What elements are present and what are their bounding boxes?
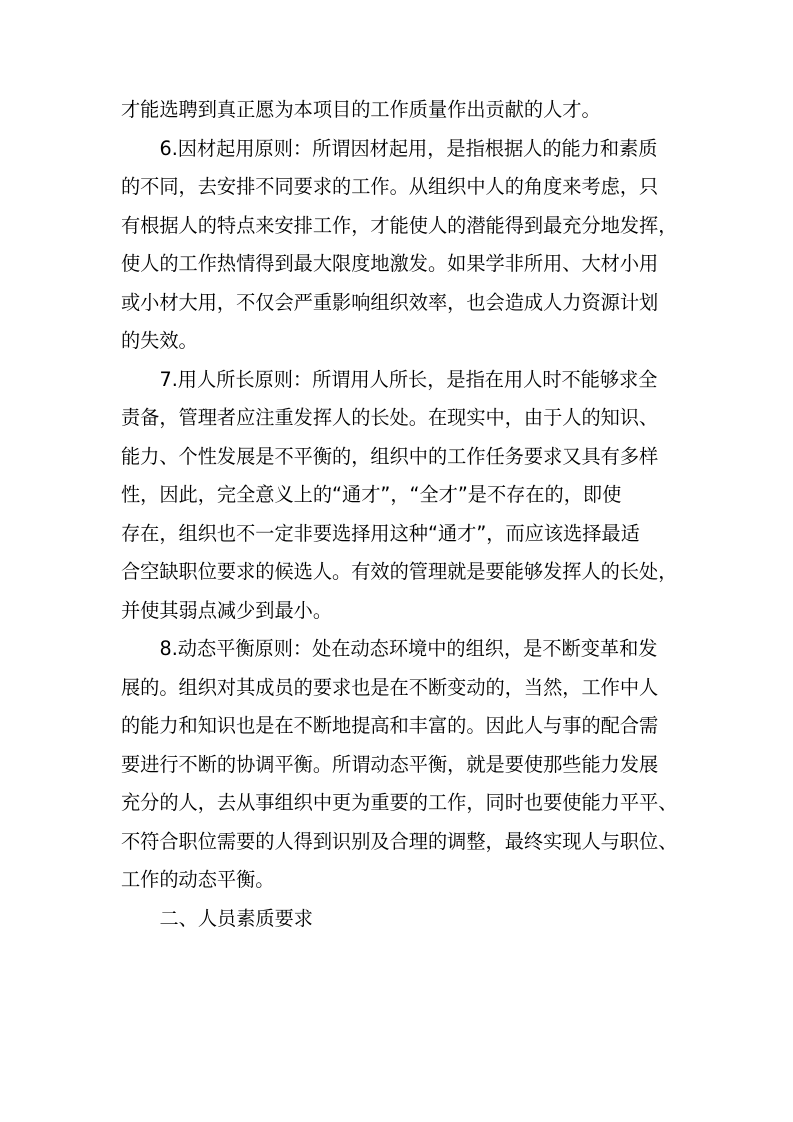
- paragraph-continuation: [121, 91, 687, 130]
- text-line: 6.因材起用原则：所谓因材起用，是指根据人的能力和素质: [159, 136, 658, 160]
- text-line: 有根据人的特点来安排工作，才能使人的潜能得到最充分地发挥，: [121, 213, 678, 237]
- section-heading-personnel-quality: [121, 900, 687, 939]
- text-line: 性，因此，完全意义上的“通才”，“全才”是不存在的，即使: [121, 483, 622, 506]
- text-line: 或小材大用，不仅会严重影响组织效率，也会造成人力资源计划: [121, 290, 659, 314]
- text-line: 充分的人，去从事组织中更为重要的工作，同时也要使能力平平、: [121, 791, 678, 814]
- text-line: 8.动态平衡原则：处在动态环境中的组织，是不断变革和发: [159, 637, 658, 660]
- document-page: [121, 91, 687, 938]
- paragraph-principle-8: [121, 630, 687, 900]
- section-heading: 二、人员素质要求: [159, 906, 313, 930]
- text-line: 的失效。: [121, 329, 198, 352]
- text-line: 并使其弱点减少到最小。: [121, 598, 333, 622]
- text-line: 存在，组织也不一定非要选择用这种“通才”，而应该选择最适: [121, 521, 640, 545]
- text-line: 合空缺职位要求的候选人。有效的管理就是要能够发挥人的长处，: [121, 560, 678, 583]
- text-line: 不符合职位需要的人得到识别及合理的调整，最终实现人与职位、: [121, 829, 678, 853]
- text-line: 工作的动态平衡。: [121, 868, 275, 891]
- text-line: 的不同，去安排不同要求的工作。从组织中人的角度来考虑，只: [121, 175, 659, 198]
- paragraph-principle-7: [121, 361, 687, 631]
- paragraph-principle-6: [121, 130, 687, 361]
- text-line: 展的。组织对其成员的要求也是在不断变动的，当然，工作中人: [121, 675, 659, 699]
- text-line: 使人的工作热情得到最大限度地激发。如果学非所用、大材小用: [121, 252, 659, 275]
- text-line: 能力、个性发展是不平衡的，组织中的工作任务要求又具有多样: [121, 444, 659, 468]
- text-line: 的能力和知识也是在不断地提高和丰富的。因此人与事的配合需: [121, 714, 659, 737]
- text-line: 才能选聘到真正愿为本项目的工作质量作出贡献的人才。: [121, 98, 601, 121]
- text-line: 要进行不断的协调平衡。所谓动态平衡，就是要使那些能力发展: [121, 752, 659, 776]
- text-line: 7.用人所长原则：所谓用人所长，是指在用人时不能够求全: [159, 367, 658, 391]
- text-line: 责备，管理者应注重发挥人的长处。在现实中，由于人的知识、: [121, 406, 659, 429]
